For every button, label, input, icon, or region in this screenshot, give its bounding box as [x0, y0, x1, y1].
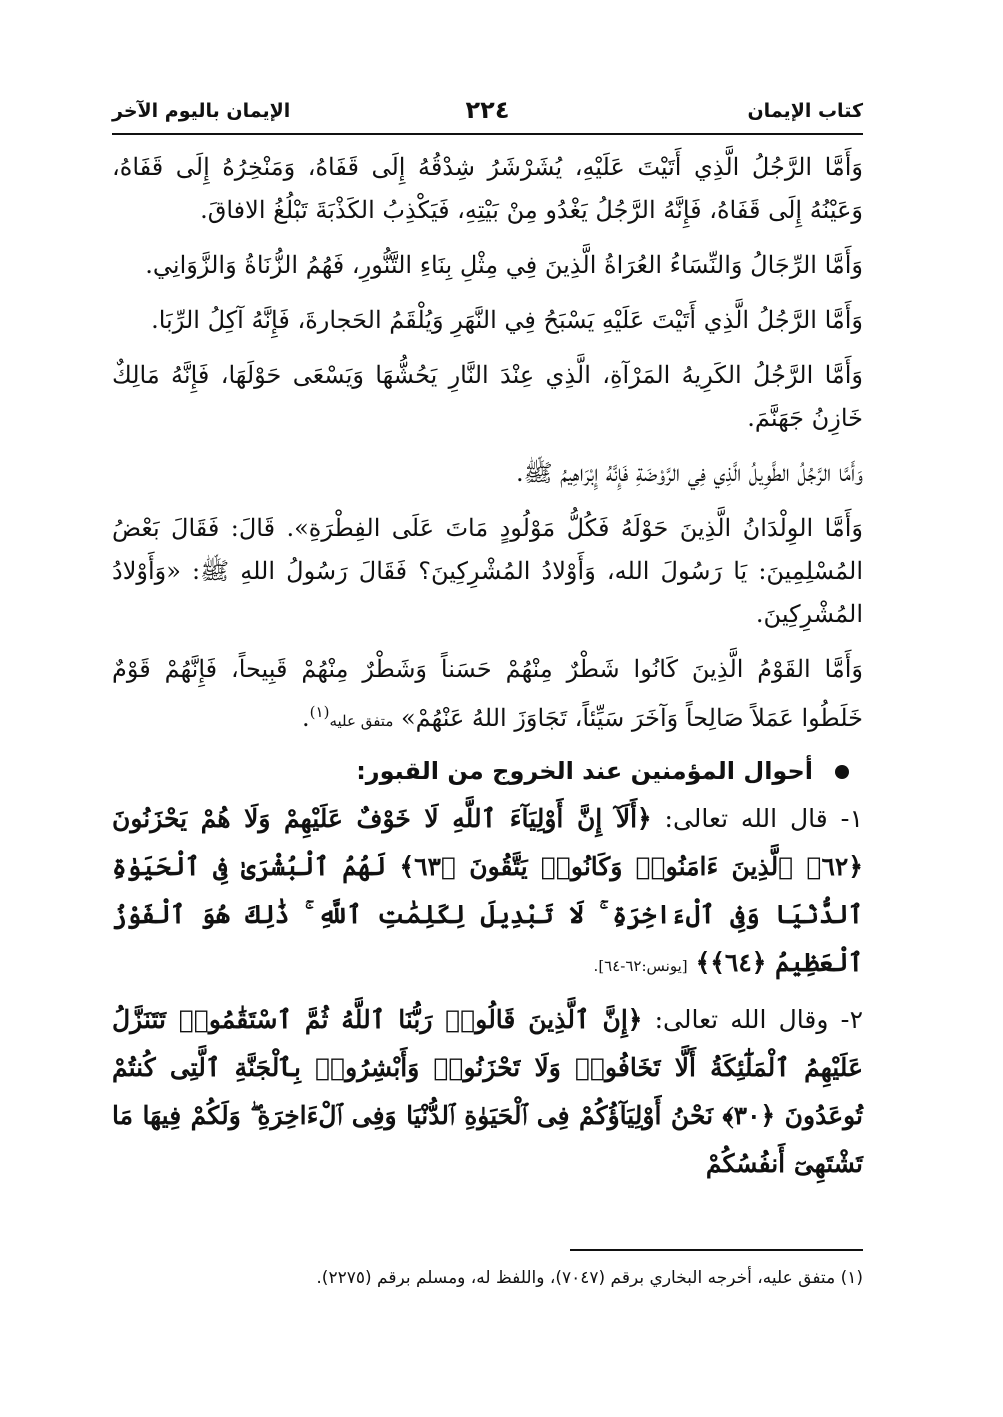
- footnote-divider: [570, 1249, 863, 1251]
- footnote: (١) متفق عليه، أخرجه البخاري برقم (٧٠٤٧)، واللفظ له، ومسلم برقم (٢٢٧٥).: [316, 1268, 863, 1288]
- verse-reference: [يونس:٦٢-٦٤].: [593, 957, 688, 975]
- verse-number: ٢-: [840, 1005, 863, 1034]
- paragraph: وَأَمَّا الرَّجُلُ الكَرِيهُ المَرْآةِ، الَّذِي عِنْدَ النَّارِ يَحُشُّهَا وَيَسْعَى حَوْلَهَا، فَإِنَّهُ مَالِكٌ خَازِنُ جَهَنَّمَ.: [112, 361, 863, 432]
- paragraph: وَأَمَّا الرَّجُلُ الطَّوِيلُ الَّذِي فِي الرَّوْضَةِ فَإِنَّهُ إِبْرَاهِيمُ ﷺ.: [516, 459, 863, 487]
- quran-text: ﴿إِنَّ ٱلَّذِينَ قَالُوا۟ رَبُّنَا ٱللَّهُ ثُمَّ ٱسْتَقَٰمُوا۟ تَتَنَزَّلُ عَلَيْهِمُ ٱلْمَلَٰٓئِكَةُ أَلَّا تَخَافُوا۟ وَلَا تَحْزَنُوا۟ وَأَبْشِرُوا۟ بِٱلْجَنَّةِ ٱلَّتِى كُنتُمْ تُوعَدُونَ ﴿٣٠﴾ نَحْنُ أَوْلِيَآؤُكُمْ فِى ٱلْحَيَوٰةِ ٱلدُّنْيَا وَفِى ٱلْءَاخِرَةِ ۖ وَلَكُمْ فِيهَا مَا تَشْتَهِىٓ أَنفُسُكُمْ: [112, 1005, 863, 1178]
- paragraph: وَأَمَّا الرِّجَالُ وَالنِّسَاءُ العُرَاةُ الَّذِينَ فِي مِثْلِ بِنَاءِ التَّنُّورِ، فَهُمُ الزُّنَاةُ وَالزَّوَانِي.: [145, 251, 863, 279]
- bullet-icon: [835, 765, 849, 779]
- page-body: [112, 146, 863, 1194]
- verse-intro: وقال الله تعالى:: [654, 1005, 829, 1034]
- paragraph: وَأَمَّا الوِلْدَانُ الَّذِينَ حَوْلَهُ فَكُلُّ مَوْلُودٍ مَاتَ عَلَى الفِطْرَةِ». قَالَ: فَقَالَ بَعْضُ المُسْلِمِينَ: يَا رَسُولَ الله، وَأَوْلادُ المُشْرِكِينَ؟ فَقَالَ رَسُولُ اللهِ ﷺ: «وَأَوْلادُ المُشْرِكِينَ.: [112, 514, 863, 628]
- paragraph: وَأَمَّا القَوْمُ الَّذِينَ كَانُوا شَطْرٌ مِنْهُمْ حَسَناً وَشَطْرٌ مِنْهُمْ قَبِيحاً، فَإِنَّهُمْ قَوْمٌ خَلَطُوا عَمَلاً صَالِحاً وَآخَرَ سَيِّئاً، تَجَاوَزَ اللهُ عَنْهُمْ» متفق عليه$^{(١)}$.: [112, 655, 863, 732]
- hadith-grade: متفق عليه: [329, 712, 394, 730]
- page-header: [112, 96, 863, 132]
- chapter-title: الإيمان باليوم الآخر: [112, 100, 291, 122]
- quran-text: ﴿أَلَآ إِنَّ أَوْلِيَآءَ ٱللَّهِ لَا خَوْفٌ عَلَيْهِمْ وَلَا هُمْ يَحْزَنُونَ ﴿٦٢﴾ ٱلَّذِينَ ءَامَنُوا۟ وَكَانُوا۟ يَتَّقُونَ ﴿٦٣﴾ لَهُمُ ٱلْبُشْرَىٰ فِى ٱلْحَيَوٰةِ ٱلدُّنْيَا وَفِى ٱلْءَاخِرَةِ ۚ لَا تَبْدِيلَ لِكَلِمَٰتِ ٱللَّهِ ۚ ذَٰلِكَ هُوَ ٱلْفَوْزُ ٱلْعَظِيمُ ﴿٦٤﴾﴾: [112, 804, 864, 977]
- header-divider: [112, 133, 863, 135]
- footnote-marker: (١): [309, 703, 330, 721]
- section-heading-text: أحوال المؤمنين عند الخروج من القبور:: [356, 757, 813, 785]
- paragraph: وَأَمَّا الرَّجُلُ الَّذِي أَتَيْتَ عَلَيْهِ يَسْبَحُ فِي النَّهَرِ وَيُلْقَمُ الحَجارةَ، فَإِنَّهُ آكِلُ الرِّبَا.: [151, 306, 863, 334]
- book-title: كتاب الإيمان: [747, 100, 863, 122]
- paragraph: وَأَمَّا الرَّجُلُ الَّذِي أَتَيْتَ عَلَيْهِ، يُشَرْشَرُ شِدْقُهُ إِلَى قَفَاهُ، وَمَنْخِرُهُ إِلَى قَفَاهُ، وَعَيْنُهُ إِلَى قَفَاهُ، فَإِنَّهُ الرَّجُلُ يَغْدُو مِنْ بَيْتِهِ، فَيَكْذِبُ الكَذْبَةَ تَبْلُغُ الافاقَ.: [112, 153, 863, 224]
- paragraph-text: وَأَمَّا القَوْمُ الَّذِينَ كَانُوا شَطْرٌ مِنْهُمْ حَسَناً وَشَطْرٌ مِنْهُمْ قَبِيحاً، فَإِنَّهُمْ قَوْمٌ خَلَطُوا عَمَلاً صَالِحاً وَآخَرَ سَيِّئاً، تَجَاوَزَ اللهُ عَنْهُمْ»: [112, 655, 863, 732]
- verse-number: ١-: [840, 804, 863, 833]
- page-number: ٢٢٤: [465, 96, 510, 124]
- section-heading: [112, 757, 863, 785]
- verse-intro: قال الله تعالى:: [664, 804, 828, 833]
- verse-item: [112, 795, 863, 990]
- verse-item: [112, 996, 863, 1188]
